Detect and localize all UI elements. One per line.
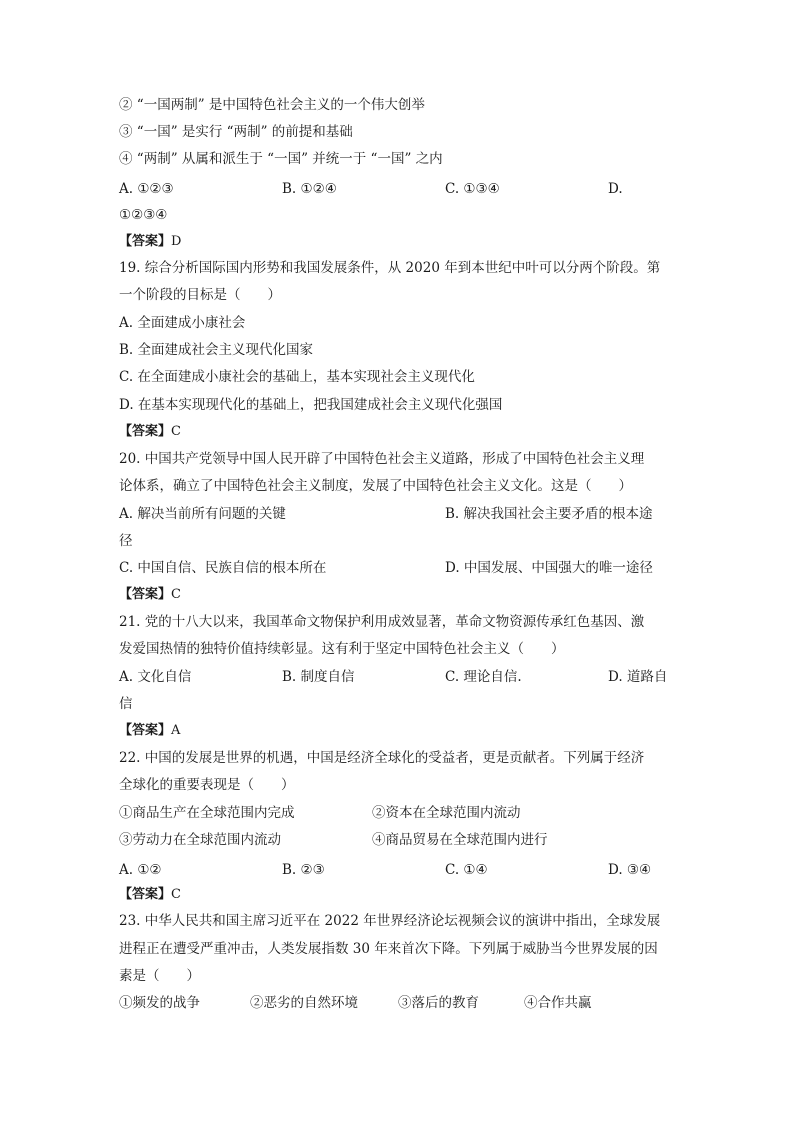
- q22-item-3: ③劳动力在全球范围内流动: [119, 832, 281, 848]
- q21-option-b: B. 制度自信: [282, 669, 355, 685]
- q22-option-d: D. ③④: [608, 862, 652, 878]
- q18-item-2: ② “一国两制” 是中国特色社会主义的一个伟大创举: [119, 97, 425, 113]
- q19-answer: [119, 423, 181, 441]
- q19-option-b: B. 全面建成社会主义现代化国家: [119, 342, 314, 358]
- q23-stem-line-3: 素是（ ）: [119, 968, 200, 984]
- q18-option-d-wrap: ①②③④: [119, 207, 168, 223]
- q18-option-c: C. ①③④: [445, 181, 500, 197]
- q23-item-3: ③落后的教育: [398, 995, 479, 1011]
- answer-value: A: [171, 723, 181, 738]
- q22-stem-line-2: 全球化的重要表现是（ ）: [119, 777, 295, 793]
- q21-option-d: D. 道路自: [608, 669, 668, 685]
- q22-item-1: ①商品生产在全球范围内完成: [119, 805, 295, 821]
- q21-option-a: A. 文化自信: [119, 669, 192, 685]
- q19-stem-line-2: 一个阶段的目标是（ ）: [119, 287, 281, 303]
- q18-option-d: D.: [608, 181, 623, 197]
- q22-option-c: C. ①④: [445, 862, 488, 878]
- answer-value: C: [171, 424, 181, 439]
- q22-item-2: ②资本在全球范围内流动: [372, 805, 521, 821]
- q18-option-b: B. ①②④: [282, 181, 337, 197]
- q18-option-a: A. ①②③: [119, 181, 174, 197]
- q19-stem-line-1: 19. 综合分析国际国内形势和我国发展条件，从 2020 年到本世纪中叶可以分两个阶段。第: [119, 260, 661, 276]
- q20-option-b: B. 解决我国社会主要矛盾的根本途: [445, 506, 653, 522]
- answer-label: 【答案】: [119, 723, 172, 738]
- q20-option-c: C. 中国自信、民族自信的根本所在: [119, 560, 327, 576]
- q22-option-a: A. ①②: [119, 862, 162, 878]
- q23-item-2: ②恶劣的自然环境: [250, 995, 358, 1011]
- answer-label: 【答案】: [119, 587, 172, 602]
- q22-option-b: B. ②③: [282, 862, 325, 878]
- q21-stem-line-2: 发爱国热情的独特价值持续彰显。这有利于坚定中国特色社会主义（ ）: [119, 641, 565, 657]
- q22-item-4: ④商品贸易在全球范围内进行: [372, 832, 548, 848]
- q20-stem-line-1: 20. 中国共产党领导中国人民开辟了中国特色社会主义道路，形成了中国特色社会主义理: [119, 451, 645, 467]
- q23-item-4: ④合作共赢: [524, 995, 592, 1011]
- q21-answer: [119, 722, 180, 740]
- q21-stem-line-1: 21. 党的十八大以来，我国革命文物保护利用成效显著，革命文物资源传承红色基因、激: [119, 614, 645, 630]
- answer-value: D: [171, 234, 182, 249]
- q18-answer: [119, 233, 181, 251]
- q19-option-d: D. 在基本实现现代化的基础上，把我国建成社会主义现代化强国: [119, 397, 503, 413]
- q22-answer: [119, 886, 181, 904]
- q23-stem-line-1: 23. 中华人民共和国主席习近平在 2022 年世界经济论坛视频会议的演讲中指出，全球发展: [119, 913, 661, 929]
- q20-answer: [119, 586, 181, 604]
- q20-option-d: D. 中国发展、中国强大的唯一途径: [445, 560, 653, 576]
- q18-item-4: ④ “两制” 从属和派生于 “一国” 并统一于 “一国” 之内: [119, 151, 443, 167]
- q22-stem-line-1: 22. 中国的发展是世界的机遇，中国是经济全球化的受益者，更是贡献者。下列属于经济: [119, 750, 645, 766]
- q21-option-c: C. 理论自信.: [445, 669, 522, 685]
- q21-option-d-wrap: 信: [119, 696, 133, 712]
- q19-option-c: C. 在全面建成小康社会的基础上，基本实现社会主义现代化: [119, 369, 475, 385]
- answer-label: 【答案】: [119, 887, 172, 902]
- q23-stem-line-2: 进程正在遭受严重冲击，人类发展指数 30 年来首次下降。下列属于威胁当今世界发展的因: [119, 941, 658, 957]
- answer-value: C: [171, 887, 181, 902]
- q20-option-a: A. 解决当前所有问题的关键: [119, 506, 286, 522]
- q20-stem-line-2: 论体系，确立了中国特色社会主义制度，发展了中国特色社会主义文化。这是（ ）: [119, 478, 632, 494]
- answer-label: 【答案】: [119, 424, 172, 439]
- q19-option-a: A. 全面建成小康社会: [119, 315, 246, 331]
- q18-item-3: ③ “一国” 是实行 “两制” 的前提和基础: [119, 124, 353, 140]
- q23-item-1: ①频发的战争: [119, 995, 200, 1011]
- answer-label: 【答案】: [119, 234, 172, 249]
- answer-value: C: [171, 587, 181, 602]
- q20-option-b-wrap: 径: [119, 533, 133, 549]
